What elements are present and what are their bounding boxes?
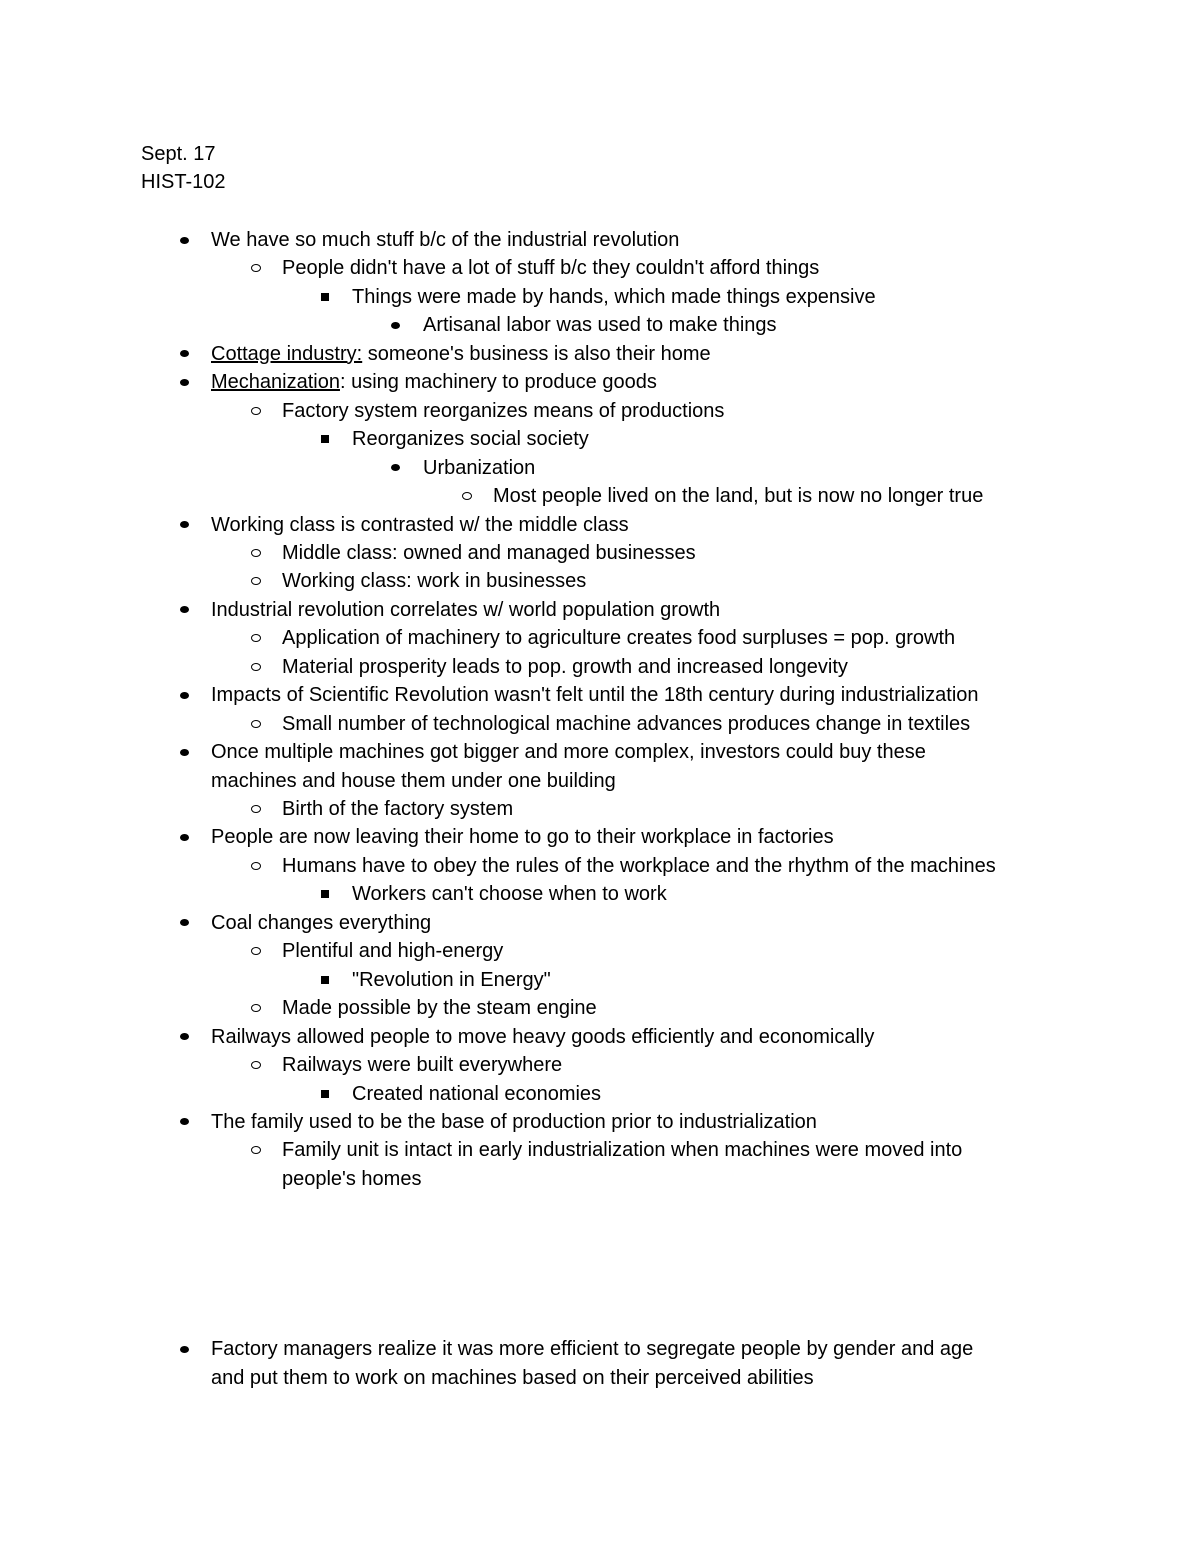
bullet-item (211, 596, 720, 624)
bullet-marker-disc-icon (180, 1346, 189, 1353)
bullet-item (423, 454, 535, 482)
bullet-text: People didn't have a lot of stuff b/c they couldn't afford things (282, 257, 820, 280)
bullet-marker-disc-icon (180, 692, 189, 699)
bullet-term: Mechanization (211, 371, 340, 394)
bullet-text: Impacts of Scientific Revolution wasn't felt until the 18th century during industrialization (211, 684, 979, 707)
bullet-text: Things were made by hands, which made things expensive (352, 285, 876, 308)
bullet-item (352, 1080, 601, 1108)
bullet-text: Factory system reorganizes means of productions (282, 399, 725, 422)
bullet-text: Workers can't choose when to work (352, 883, 667, 906)
bullet-item (282, 1051, 562, 1079)
bullet-item (211, 823, 834, 851)
bullet-item-continuation: machines and house them under one building (211, 769, 616, 792)
bullet-item-continuation: people's homes (282, 1167, 422, 1190)
bullet-text: someone's business is also their home (362, 342, 711, 365)
bullet-text: Artisanal labor was used to make things (423, 314, 777, 337)
bullet-item (211, 1023, 874, 1051)
bullet-item (352, 283, 876, 311)
bullet-item (211, 1108, 817, 1136)
bullet-marker-square-icon (321, 435, 329, 443)
bullet-item (211, 738, 926, 766)
bullet-marker-square-icon (321, 1090, 329, 1098)
bullet-marker-circle-icon (462, 492, 472, 500)
bullet-marker-disc-icon (391, 322, 400, 329)
bullet-text: Railways were built everywhere (282, 1054, 563, 1077)
note-date: Sept. 17 (141, 143, 216, 165)
bullet-text: Railways allowed people to move heavy goods efficiently and economically (211, 1025, 875, 1048)
bullet-marker-disc-icon (180, 379, 189, 386)
bullet-text: Industrial revolution correlates w/ world population growth (211, 598, 721, 621)
bullet-item-continuation: and put them to work on machines based on their perceived abilities (211, 1366, 814, 1389)
bullet-term: Cottage industry: (211, 342, 363, 365)
bullet-marker-circle-icon (251, 264, 261, 272)
bullet-text: Urbanization (423, 456, 536, 479)
bullet-text: Humans have to obey the rules of the workplace and the rhythm of the machines (282, 854, 996, 877)
bullet-item (352, 966, 551, 994)
bullet-marker-disc-icon (180, 834, 189, 841)
bullet-text: Most people lived on the land, but is now no longer true (493, 485, 984, 508)
bullet-text: Made possible by the steam engine (282, 997, 597, 1020)
bullet-item (211, 909, 431, 937)
bullet-marker-disc-icon (391, 464, 400, 471)
bullet-text: Material prosperity leads to pop. growth and increased longevity (282, 655, 848, 678)
bullet-item (282, 852, 996, 880)
bullet-text: : using machinery to produce goods (339, 371, 657, 394)
bullet-text: Working class: work in businesses (282, 570, 587, 593)
bullet-marker-circle-icon (251, 634, 261, 642)
bullet-item (282, 937, 503, 965)
bullet-text: People are now leaving their home to go to their workplace in factories (211, 826, 834, 849)
bullet-item (211, 368, 657, 396)
bullet-item (282, 1136, 962, 1164)
bullet-item (352, 425, 589, 453)
bullet-item (282, 653, 848, 681)
bullet-item (282, 254, 819, 282)
course-code: HIST-102 (141, 171, 226, 193)
bullet-marker-disc-icon (180, 749, 189, 756)
bullet-marker-circle-icon (251, 862, 261, 870)
bullet-marker-circle-icon (251, 549, 261, 557)
bullet-marker-disc-icon (180, 350, 189, 357)
bullet-item (211, 681, 979, 709)
bullet-item (282, 397, 724, 425)
bullet-marker-disc-icon (180, 919, 189, 926)
bullet-text: Birth of the factory system (282, 798, 514, 820)
bullet-text: Created national economies (352, 1082, 602, 1105)
bullet-text: Factory managers realize it was more efficient to segregate people by gender and age (211, 1338, 974, 1361)
bullet-marker-disc-icon (180, 1118, 189, 1125)
bullet-item (352, 880, 667, 908)
bullet-item (282, 795, 513, 823)
bullet-text: We have so much stuff b/c of the industrial revolution (211, 229, 680, 251)
bullet-marker-disc-icon (180, 237, 189, 244)
bullet-text: Plentiful and high-energy (282, 940, 504, 963)
bullet-marker-circle-icon (251, 720, 261, 728)
bullet-marker-square-icon (321, 293, 329, 301)
bullet-item (282, 539, 696, 567)
bullet-item (211, 226, 679, 254)
bullet-item (423, 311, 777, 339)
bullet-text: Coal changes everything (211, 911, 432, 934)
bullet-marker-square-icon (321, 976, 329, 984)
bullet-marker-circle-icon (251, 947, 261, 955)
bullet-marker-disc-icon (180, 606, 189, 613)
bullet-text: Once multiple machines got bigger and more complex, investors could buy these (211, 741, 926, 764)
bullet-marker-disc-icon (180, 521, 189, 528)
bullet-item (493, 482, 983, 510)
bullet-marker-disc-icon (180, 1033, 189, 1040)
bullet-marker-circle-icon (251, 805, 261, 813)
bullet-text: The family used to be the base of production prior to industrialization (211, 1110, 817, 1133)
bullet-text: "Revolution in Energy" (352, 968, 551, 991)
bullet-text: Reorganizes social society (352, 428, 589, 451)
bullet-marker-circle-icon (251, 407, 261, 415)
bullet-marker-circle-icon (251, 577, 261, 585)
bullet-item (211, 340, 711, 368)
bullet-text: Working class is contrasted w/ the middle class (211, 513, 629, 536)
bullet-item (282, 994, 597, 1022)
bullet-text: Middle class: owned and managed businesses (282, 541, 696, 564)
bullet-marker-circle-icon (251, 1061, 261, 1069)
bullet-text: Application of machinery to agriculture creates food surpluses = pop. growth (282, 627, 956, 650)
bullet-item (282, 710, 970, 738)
bullet-item (282, 624, 955, 652)
bullet-text: Family unit is intact in early industrialization when machines were moved into (282, 1139, 963, 1162)
bullet-marker-square-icon (321, 890, 329, 898)
bullet-marker-circle-icon (251, 1146, 261, 1154)
bullet-item (211, 511, 629, 539)
bullet-item (282, 567, 586, 595)
bullet-marker-circle-icon (251, 1004, 261, 1012)
bullet-text: Small number of technological machine advances produces change in textiles (282, 712, 971, 735)
bullet-marker-circle-icon (251, 663, 261, 671)
bullet-item (211, 1335, 973, 1363)
